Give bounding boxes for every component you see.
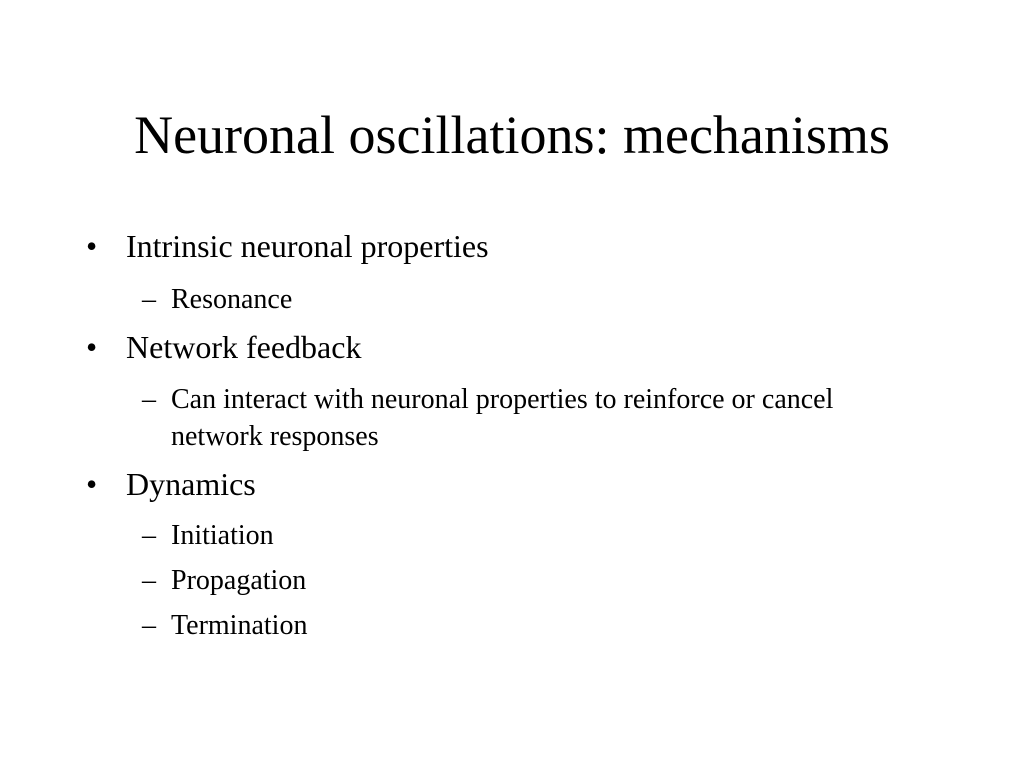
sub-item-interact — [142, 381, 902, 455]
bullet-text: Dynamics — [126, 466, 256, 502]
bullet-marker: • — [86, 329, 98, 365]
sub-item-initiation — [142, 517, 902, 554]
sub-marker: – — [142, 384, 156, 415]
slide-title: Neuronal oscillations: mechanisms — [134, 105, 890, 165]
sub-marker: – — [142, 565, 156, 596]
bullet-marker: • — [86, 228, 98, 264]
sub-marker: – — [142, 284, 156, 315]
bullet-text: Intrinsic neuronal properties — [126, 228, 489, 264]
bullet-text: Network feedback — [126, 329, 362, 365]
sub-text: Initiation — [171, 520, 274, 551]
sub-item-resonance — [142, 281, 902, 318]
sub-marker: – — [142, 610, 156, 641]
sub-item-propagation — [142, 562, 902, 599]
sub-item-termination — [142, 607, 902, 644]
sub-text: Propagation — [171, 565, 307, 596]
sub-text: Can interact with neuronal properties to reinforce or cancel network responses — [171, 384, 834, 452]
sub-marker: – — [142, 520, 156, 551]
sub-text: Resonance — [171, 284, 293, 315]
sub-text: Termination — [171, 610, 308, 641]
bullet-marker: • — [86, 466, 98, 502]
